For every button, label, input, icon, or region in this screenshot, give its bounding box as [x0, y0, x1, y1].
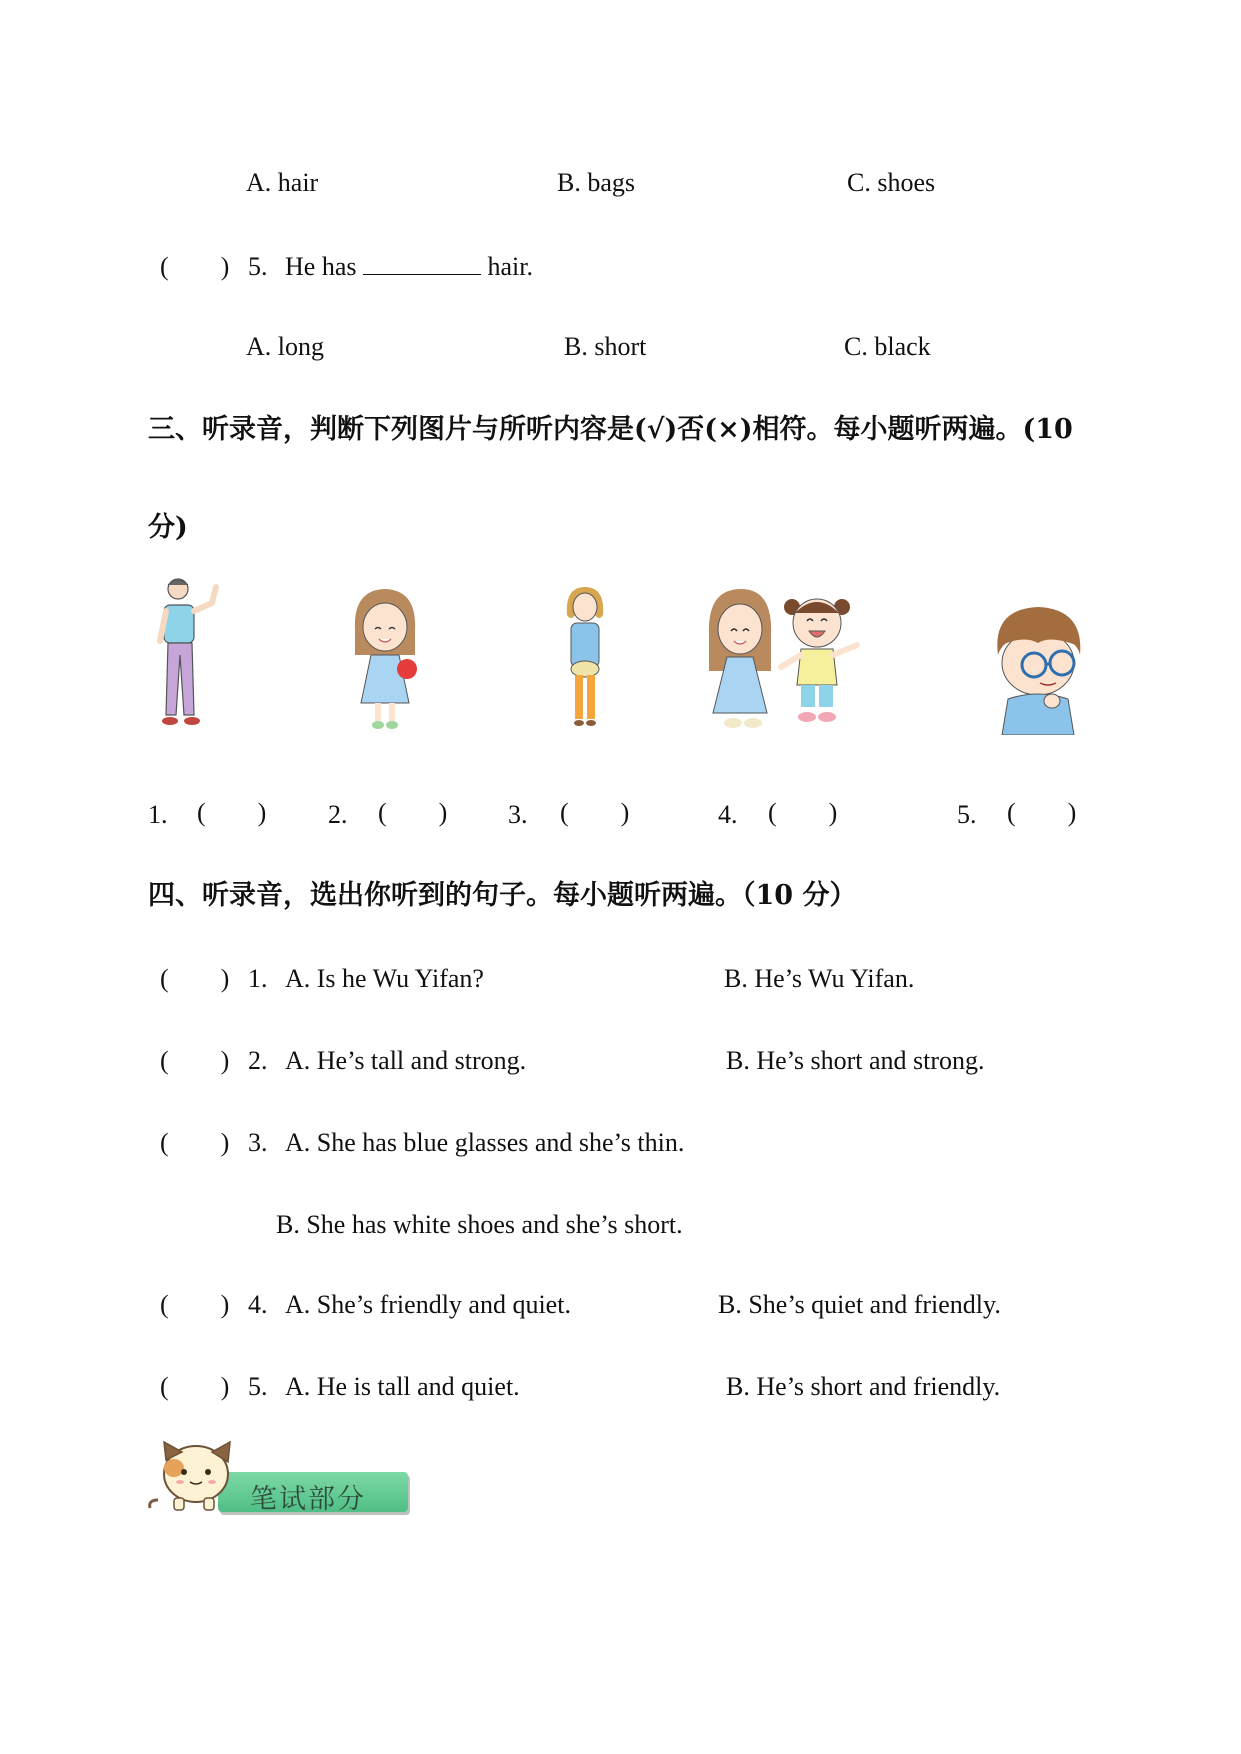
- section-3-title-cont: 分): [148, 512, 188, 543]
- woman-with-bag-illustration: [555, 585, 615, 735]
- item-2-number: 2.: [328, 800, 348, 829]
- answer-parens: ( ): [160, 1128, 230, 1157]
- option-a: A. He is tall and quiet.: [285, 1372, 520, 1401]
- boy-with-glasses-illustration: [990, 605, 1090, 735]
- question-number: 5.: [248, 252, 268, 281]
- option-a: A. long: [246, 332, 324, 361]
- answer-parens: ( ): [160, 1046, 230, 1075]
- item-3-answer: ( ): [560, 798, 630, 827]
- answer-parens: ( ): [160, 1290, 230, 1319]
- option-c: C. shoes: [847, 168, 936, 197]
- girl-with-apple-illustration: [345, 585, 425, 735]
- cat-mascot-icon: [146, 1438, 236, 1518]
- item-5-number: 5.: [957, 800, 977, 829]
- item-1-number: 1.: [148, 800, 168, 829]
- option-a: A. Is he Wu Yifan?: [285, 964, 484, 993]
- option-b: B. She has white shoes and she’s short.: [276, 1210, 683, 1239]
- option-b: B. He’s short and friendly.: [726, 1372, 1001, 1401]
- answer-parens: ( ): [160, 1372, 230, 1401]
- question-text: [285, 254, 533, 280]
- man-waving-illustration: [150, 575, 230, 735]
- question-number: 2.: [248, 1046, 268, 1075]
- item-4-number: 4.: [718, 800, 738, 829]
- option-b: B. She’s quiet and friendly.: [718, 1290, 1001, 1319]
- two-girls-illustration: [705, 585, 865, 735]
- item-3-number: 3.: [508, 800, 528, 829]
- question-text-start: He has: [285, 252, 357, 281]
- section-4-title: 四、听录音，选出你听到的句子。每小题听两遍。（10 分）: [148, 880, 857, 911]
- option-a: A. hair: [246, 168, 319, 197]
- option-a: A. She has blue glasses and she’s thin.: [285, 1128, 685, 1157]
- written-part-label: 笔试部分: [250, 1484, 366, 1515]
- question-number: 1.: [248, 964, 268, 993]
- answer-parens: ( ): [160, 252, 230, 281]
- section-3-title: 三、听录音，判断下列图片与所听内容是(√)否(×)相符。每小题听两遍。(10: [148, 414, 1073, 445]
- question-number: 3.: [248, 1128, 268, 1157]
- option-b: B. short: [564, 332, 647, 361]
- option-b: B. He’s short and strong.: [726, 1046, 985, 1075]
- option-a: A. He’s tall and strong.: [285, 1046, 527, 1075]
- question-text-end: hair.: [487, 252, 533, 281]
- option-b: B. bags: [557, 168, 635, 197]
- answer-parens: ( ): [160, 964, 230, 993]
- written-part-banner: [218, 1472, 408, 1515]
- item-2-answer: ( ): [378, 798, 448, 827]
- question-number: 5.: [248, 1372, 268, 1401]
- item-5-answer: ( ): [1007, 798, 1077, 827]
- option-a: A. She’s friendly and quiet.: [285, 1290, 571, 1319]
- question-number: 4.: [248, 1290, 268, 1319]
- item-4-answer: ( ): [768, 798, 838, 827]
- item-1-answer: ( ): [197, 798, 267, 827]
- fill-blank: [363, 270, 481, 275]
- option-c: C. black: [844, 332, 931, 361]
- option-b: B. He’s Wu Yifan.: [724, 964, 915, 993]
